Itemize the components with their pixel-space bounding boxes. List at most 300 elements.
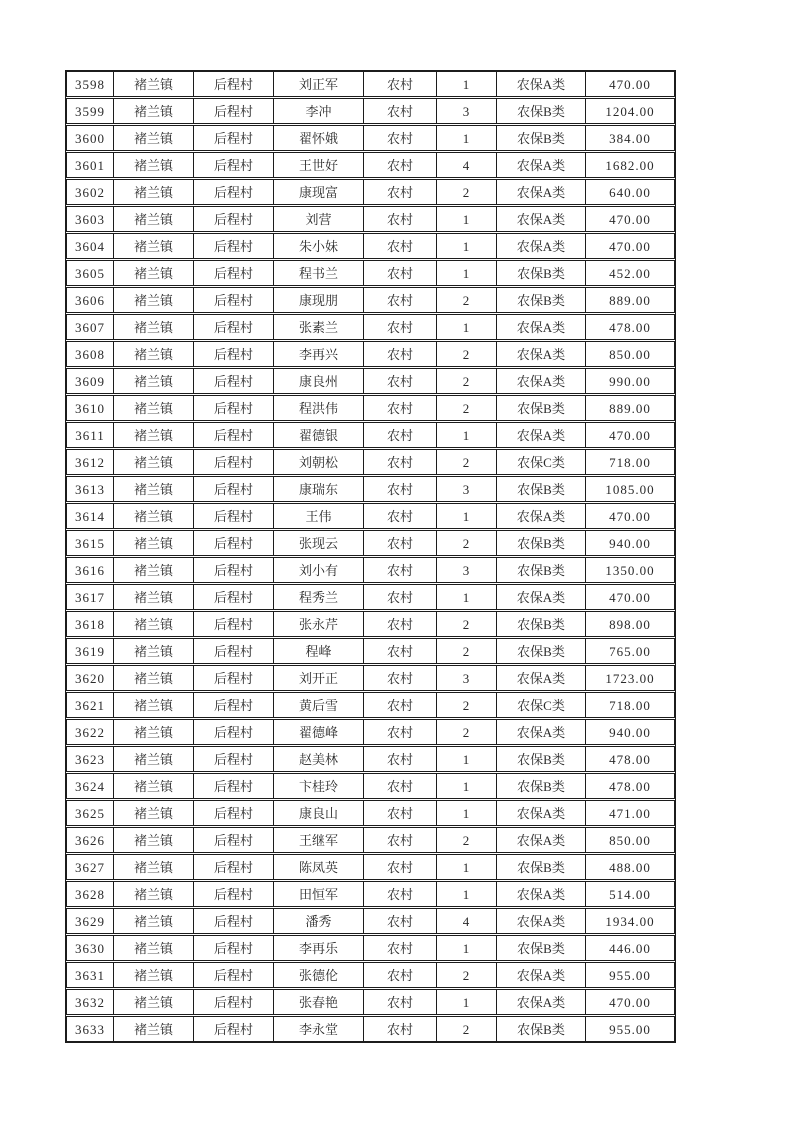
cell-seq-no: 3619 — [67, 639, 114, 663]
cell-amount: 488.00 — [609, 859, 651, 875]
cell-amount: 1350.00 — [605, 562, 655, 578]
cell-residence-type: 农村 — [364, 477, 437, 501]
cell-person-count: 3 — [437, 666, 497, 690]
cell-residence-type: 农村 — [364, 558, 437, 582]
cell-seq-no: 3623 — [67, 747, 114, 771]
cell-village: 后程村 — [194, 180, 274, 204]
cell-person-count: 2 — [437, 288, 497, 312]
cell-person-name: 李再乐 — [274, 936, 364, 960]
cell-residence-type: 农村 — [364, 396, 437, 420]
cell-town: 褚兰镇 — [114, 342, 194, 366]
cell-person-count: 2 — [437, 828, 497, 852]
cell-residence-type: 农村 — [364, 828, 437, 852]
cell-person-name: 王伟 — [274, 504, 364, 528]
cell-person-name: 潘秀 — [274, 909, 364, 933]
table-row — [66, 422, 675, 448]
cell-residence-type: 农村 — [364, 936, 437, 960]
cell-person-count: 1 — [437, 423, 497, 447]
cell-amount: 470.00 — [609, 76, 651, 92]
cell-insurance-category: 农保B类 — [497, 531, 586, 555]
cell-person-count: 1 — [437, 207, 497, 231]
table-row — [66, 854, 675, 880]
cell-person-name: 刘小有 — [274, 558, 364, 582]
table-row — [66, 287, 675, 313]
cell-person-count: 3 — [437, 99, 497, 123]
cell-insurance-category: 农保B类 — [497, 558, 586, 582]
cell-town: 褚兰镇 — [114, 585, 194, 609]
cell-amount: 470.00 — [609, 508, 651, 524]
cell-person-name: 程洪伟 — [274, 396, 364, 420]
cell-amount: 955.00 — [609, 967, 651, 983]
cell-residence-type: 农村 — [364, 801, 437, 825]
cell-town: 褚兰镇 — [114, 531, 194, 555]
table-row — [66, 935, 675, 961]
cell-village: 后程村 — [194, 369, 274, 393]
cell-village: 后程村 — [194, 126, 274, 150]
cell-village: 后程村 — [194, 288, 274, 312]
cell-residence-type: 农村 — [364, 882, 437, 906]
cell-insurance-category: 农保B类 — [497, 126, 586, 150]
cell-insurance-category: 农保A类 — [497, 882, 586, 906]
cell-seq-no: 3611 — [67, 423, 114, 447]
cell-village: 后程村 — [194, 936, 274, 960]
cell-person-count: 2 — [437, 531, 497, 555]
cell-town: 褚兰镇 — [114, 747, 194, 771]
cell-person-count: 1 — [437, 774, 497, 798]
cell-seq-no: 3622 — [67, 720, 114, 744]
table-row — [66, 476, 675, 502]
cell-residence-type: 农村 — [364, 585, 437, 609]
cell-seq-no: 3627 — [67, 855, 114, 879]
cell-person-name: 程秀兰 — [274, 585, 364, 609]
cell-amount: 990.00 — [609, 373, 651, 389]
cell-person-name: 田恒军 — [274, 882, 364, 906]
table-row — [66, 341, 675, 367]
cell-insurance-category: 农保A类 — [497, 234, 586, 258]
cell-village: 后程村 — [194, 747, 274, 771]
cell-amount: 470.00 — [609, 238, 651, 254]
cell-village: 后程村 — [194, 828, 274, 852]
cell-village: 后程村 — [194, 612, 274, 636]
table-row — [66, 908, 675, 934]
cell-person-name: 张永芹 — [274, 612, 364, 636]
cell-amount: 889.00 — [609, 292, 651, 308]
cell-residence-type: 农村 — [364, 909, 437, 933]
cell-person-count: 2 — [437, 396, 497, 420]
cell-village: 后程村 — [194, 207, 274, 231]
cell-town: 褚兰镇 — [114, 153, 194, 177]
cell-seq-no: 3607 — [67, 315, 114, 339]
table-row — [66, 179, 675, 205]
cell-person-count: 1 — [437, 72, 497, 96]
cell-residence-type: 农村 — [364, 720, 437, 744]
table-row — [66, 152, 675, 178]
cell-person-name: 刘营 — [274, 207, 364, 231]
cell-town: 褚兰镇 — [114, 882, 194, 906]
cell-town: 褚兰镇 — [114, 666, 194, 690]
cell-person-count: 1 — [437, 126, 497, 150]
cell-seq-no: 3605 — [67, 261, 114, 285]
cell-person-name: 张德伦 — [274, 963, 364, 987]
cell-person-name: 张素兰 — [274, 315, 364, 339]
table-row — [66, 665, 675, 691]
cell-amount: 718.00 — [609, 454, 651, 470]
table-row — [66, 557, 675, 583]
cell-residence-type: 农村 — [364, 639, 437, 663]
cell-insurance-category: 农保B类 — [497, 612, 586, 636]
cell-seq-no: 3614 — [67, 504, 114, 528]
cell-amount: 1085.00 — [605, 481, 655, 497]
cell-town: 褚兰镇 — [114, 234, 194, 258]
cell-residence-type: 农村 — [364, 747, 437, 771]
cell-amount: 452.00 — [609, 265, 651, 281]
cell-town: 褚兰镇 — [114, 774, 194, 798]
cell-amount: 1934.00 — [605, 913, 655, 929]
cell-seq-no: 3604 — [67, 234, 114, 258]
cell-town: 褚兰镇 — [114, 504, 194, 528]
cell-insurance-category: 农保A类 — [497, 585, 586, 609]
cell-insurance-category: 农保B类 — [497, 1017, 586, 1041]
cell-village: 后程村 — [194, 693, 274, 717]
cell-village: 后程村 — [194, 342, 274, 366]
cell-residence-type: 农村 — [364, 207, 437, 231]
cell-person-name: 王世好 — [274, 153, 364, 177]
cell-person-name: 刘开正 — [274, 666, 364, 690]
cell-person-count: 1 — [437, 990, 497, 1014]
cell-amount: 1723.00 — [605, 670, 655, 686]
cell-residence-type: 农村 — [364, 693, 437, 717]
cell-amount: 850.00 — [609, 346, 651, 362]
table-row — [66, 233, 675, 259]
cell-town: 褚兰镇 — [114, 423, 194, 447]
cell-seq-no: 3603 — [67, 207, 114, 231]
cell-village: 后程村 — [194, 666, 274, 690]
cell-person-count: 1 — [437, 585, 497, 609]
cell-amount: 470.00 — [609, 994, 651, 1010]
cell-person-count: 2 — [437, 1017, 497, 1041]
cell-insurance-category: 农保A类 — [497, 315, 586, 339]
table-row — [66, 314, 675, 340]
cell-amount: 470.00 — [609, 211, 651, 227]
cell-seq-no: 3612 — [67, 450, 114, 474]
table-row — [66, 989, 675, 1015]
cell-village: 后程村 — [194, 477, 274, 501]
table-row — [66, 962, 675, 988]
cell-residence-type: 农村 — [364, 504, 437, 528]
table-row — [66, 71, 675, 97]
cell-town: 褚兰镇 — [114, 936, 194, 960]
cell-seq-no: 3626 — [67, 828, 114, 852]
cell-person-count: 1 — [437, 801, 497, 825]
cell-person-name: 康现朋 — [274, 288, 364, 312]
cell-amount: 850.00 — [609, 832, 651, 848]
cell-amount: 898.00 — [609, 616, 651, 632]
cell-person-name: 黄后雪 — [274, 693, 364, 717]
cell-residence-type: 农村 — [364, 342, 437, 366]
cell-person-name: 程峰 — [274, 639, 364, 663]
cell-amount: 640.00 — [609, 184, 651, 200]
table-row — [66, 584, 675, 610]
cell-town: 褚兰镇 — [114, 261, 194, 285]
cell-residence-type: 农村 — [364, 234, 437, 258]
cell-seq-no: 3633 — [67, 1017, 114, 1041]
cell-town: 褚兰镇 — [114, 828, 194, 852]
cell-village: 后程村 — [194, 882, 274, 906]
cell-residence-type: 农村 — [364, 774, 437, 798]
cell-person-name: 康瑞东 — [274, 477, 364, 501]
cell-seq-no: 3632 — [67, 990, 114, 1014]
cell-town: 褚兰镇 — [114, 207, 194, 231]
cell-insurance-category: 农保C类 — [497, 693, 586, 717]
cell-seq-no: 3609 — [67, 369, 114, 393]
cell-village: 后程村 — [194, 720, 274, 744]
cell-seq-no: 3621 — [67, 693, 114, 717]
cell-residence-type: 农村 — [364, 531, 437, 555]
cell-village: 后程村 — [194, 153, 274, 177]
cell-insurance-category: 农保C类 — [497, 450, 586, 474]
cell-amount: 514.00 — [609, 886, 651, 902]
cell-town: 褚兰镇 — [114, 99, 194, 123]
cell-insurance-category: 农保A类 — [497, 207, 586, 231]
cell-village: 后程村 — [194, 450, 274, 474]
cell-residence-type: 农村 — [364, 990, 437, 1014]
cell-person-count: 1 — [437, 504, 497, 528]
cell-village: 后程村 — [194, 234, 274, 258]
cell-residence-type: 农村 — [364, 180, 437, 204]
cell-village: 后程村 — [194, 774, 274, 798]
cell-amount: 470.00 — [609, 427, 651, 443]
cell-seq-no: 3617 — [67, 585, 114, 609]
cell-village: 后程村 — [194, 261, 274, 285]
cell-insurance-category: 农保A类 — [497, 153, 586, 177]
cell-person-name: 康良州 — [274, 369, 364, 393]
cell-town: 褚兰镇 — [114, 612, 194, 636]
cell-seq-no: 3608 — [67, 342, 114, 366]
cell-person-count: 1 — [437, 855, 497, 879]
cell-person-name: 程书兰 — [274, 261, 364, 285]
cell-town: 褚兰镇 — [114, 990, 194, 1014]
table-row — [66, 881, 675, 907]
cell-amount: 940.00 — [609, 535, 651, 551]
cell-person-count: 2 — [437, 693, 497, 717]
cell-seq-no: 3606 — [67, 288, 114, 312]
cell-residence-type: 农村 — [364, 423, 437, 447]
cell-person-count: 2 — [437, 369, 497, 393]
cell-residence-type: 农村 — [364, 72, 437, 96]
cell-person-count: 1 — [437, 747, 497, 771]
cell-person-name: 张现云 — [274, 531, 364, 555]
cell-seq-no: 3602 — [67, 180, 114, 204]
cell-village: 后程村 — [194, 423, 274, 447]
cell-insurance-category: 农保A类 — [497, 909, 586, 933]
cell-person-count: 2 — [437, 612, 497, 636]
cell-insurance-category: 农保A类 — [497, 801, 586, 825]
table-row — [66, 449, 675, 475]
cell-seq-no: 3630 — [67, 936, 114, 960]
cell-seq-no: 3615 — [67, 531, 114, 555]
cell-person-count: 2 — [437, 342, 497, 366]
cell-amount: 765.00 — [609, 643, 651, 659]
cell-insurance-category: 农保B类 — [497, 477, 586, 501]
cell-person-count: 1 — [437, 234, 497, 258]
cell-amount: 446.00 — [609, 940, 651, 956]
cell-seq-no: 3629 — [67, 909, 114, 933]
cell-person-count: 2 — [437, 720, 497, 744]
cell-insurance-category: 农保B类 — [497, 639, 586, 663]
table-row — [66, 530, 675, 556]
cell-town: 褚兰镇 — [114, 288, 194, 312]
cell-seq-no: 3616 — [67, 558, 114, 582]
cell-seq-no: 3631 — [67, 963, 114, 987]
cell-town: 褚兰镇 — [114, 396, 194, 420]
cell-town: 褚兰镇 — [114, 909, 194, 933]
cell-person-name: 康现富 — [274, 180, 364, 204]
cell-town: 褚兰镇 — [114, 558, 194, 582]
cell-insurance-category: 农保A类 — [497, 369, 586, 393]
cell-person-name: 陈凤英 — [274, 855, 364, 879]
table-row — [66, 611, 675, 637]
cell-amount: 478.00 — [609, 778, 651, 794]
cell-residence-type: 农村 — [364, 612, 437, 636]
cell-person-count: 1 — [437, 315, 497, 339]
table-row — [66, 368, 675, 394]
cell-person-count: 3 — [437, 477, 497, 501]
cell-seq-no: 3628 — [67, 882, 114, 906]
cell-person-name: 翟德峰 — [274, 720, 364, 744]
cell-village: 后程村 — [194, 639, 274, 663]
cell-insurance-category: 农保A类 — [497, 72, 586, 96]
table-row — [66, 1016, 675, 1042]
cell-residence-type: 农村 — [364, 963, 437, 987]
cell-amount: 940.00 — [609, 724, 651, 740]
cell-town: 褚兰镇 — [114, 477, 194, 501]
cell-town: 褚兰镇 — [114, 450, 194, 474]
cell-village: 后程村 — [194, 801, 274, 825]
table-row — [66, 773, 675, 799]
table-row — [66, 638, 675, 664]
cell-town: 褚兰镇 — [114, 720, 194, 744]
cell-seq-no: 3599 — [67, 99, 114, 123]
cell-village: 后程村 — [194, 990, 274, 1014]
cell-amount: 478.00 — [609, 319, 651, 335]
table-row — [66, 98, 675, 124]
table-row — [66, 125, 675, 151]
cell-person-name: 李永堂 — [274, 1017, 364, 1041]
cell-person-count: 1 — [437, 882, 497, 906]
cell-village: 后程村 — [194, 909, 274, 933]
cell-person-count: 1 — [437, 936, 497, 960]
cell-insurance-category: 农保A类 — [497, 720, 586, 744]
cell-amount: 1682.00 — [605, 157, 655, 173]
cell-insurance-category: 农保B类 — [497, 396, 586, 420]
cell-amount: 1204.00 — [605, 103, 655, 119]
cell-residence-type: 农村 — [364, 288, 437, 312]
cell-insurance-category: 农保A类 — [497, 504, 586, 528]
table-row — [66, 503, 675, 529]
benefits-table — [65, 70, 676, 1043]
cell-village: 后程村 — [194, 315, 274, 339]
cell-village: 后程村 — [194, 963, 274, 987]
cell-person-count: 3 — [437, 558, 497, 582]
cell-amount: 471.00 — [609, 805, 651, 821]
cell-seq-no: 3625 — [67, 801, 114, 825]
table-row — [66, 395, 675, 421]
cell-insurance-category: 农保B类 — [497, 774, 586, 798]
cell-seq-no: 3624 — [67, 774, 114, 798]
cell-residence-type: 农村 — [364, 126, 437, 150]
cell-seq-no: 3610 — [67, 396, 114, 420]
cell-insurance-category: 农保B类 — [497, 747, 586, 771]
cell-residence-type: 农村 — [364, 855, 437, 879]
cell-insurance-category: 农保B类 — [497, 261, 586, 285]
cell-seq-no: 3600 — [67, 126, 114, 150]
cell-person-name: 翟怀娥 — [274, 126, 364, 150]
cell-town: 褚兰镇 — [114, 315, 194, 339]
cell-insurance-category: 农保A类 — [497, 666, 586, 690]
cell-seq-no: 3601 — [67, 153, 114, 177]
cell-town: 褚兰镇 — [114, 369, 194, 393]
cell-person-count: 2 — [437, 639, 497, 663]
table-row — [66, 746, 675, 772]
cell-village: 后程村 — [194, 585, 274, 609]
cell-person-count: 2 — [437, 450, 497, 474]
cell-residence-type: 农村 — [364, 369, 437, 393]
cell-person-name: 张春艳 — [274, 990, 364, 1014]
cell-village: 后程村 — [194, 72, 274, 96]
cell-insurance-category: 农保A类 — [497, 423, 586, 447]
cell-insurance-category: 农保B类 — [497, 855, 586, 879]
cell-person-count: 4 — [437, 153, 497, 177]
cell-village: 后程村 — [194, 558, 274, 582]
table-row — [66, 260, 675, 286]
cell-residence-type: 农村 — [364, 450, 437, 474]
cell-insurance-category: 农保B类 — [497, 936, 586, 960]
cell-town: 褚兰镇 — [114, 1017, 194, 1041]
cell-village: 后程村 — [194, 504, 274, 528]
cell-village: 后程村 — [194, 1017, 274, 1041]
cell-amount: 955.00 — [609, 1021, 651, 1037]
cell-amount: 384.00 — [609, 130, 651, 146]
cell-insurance-category: 农保A类 — [497, 342, 586, 366]
table-row — [66, 692, 675, 718]
cell-person-name: 李冲 — [274, 99, 364, 123]
cell-person-name: 李再兴 — [274, 342, 364, 366]
cell-residence-type: 农村 — [364, 261, 437, 285]
cell-seq-no: 3620 — [67, 666, 114, 690]
cell-amount: 718.00 — [609, 697, 651, 713]
cell-insurance-category: 农保B类 — [497, 288, 586, 312]
cell-residence-type: 农村 — [364, 153, 437, 177]
cell-town: 褚兰镇 — [114, 639, 194, 663]
cell-residence-type: 农村 — [364, 315, 437, 339]
cell-person-count: 2 — [437, 963, 497, 987]
cell-amount: 478.00 — [609, 751, 651, 767]
table-row — [66, 206, 675, 232]
cell-town: 褚兰镇 — [114, 72, 194, 96]
cell-town: 褚兰镇 — [114, 693, 194, 717]
cell-insurance-category: 农保A类 — [497, 180, 586, 204]
cell-insurance-category: 农保A类 — [497, 963, 586, 987]
cell-person-name: 刘朝松 — [274, 450, 364, 474]
cell-person-name: 朱小妹 — [274, 234, 364, 258]
cell-town: 褚兰镇 — [114, 855, 194, 879]
cell-village: 后程村 — [194, 396, 274, 420]
cell-person-name: 刘正军 — [274, 72, 364, 96]
cell-village: 后程村 — [194, 855, 274, 879]
cell-village: 后程村 — [194, 531, 274, 555]
cell-town: 褚兰镇 — [114, 126, 194, 150]
cell-town: 褚兰镇 — [114, 180, 194, 204]
